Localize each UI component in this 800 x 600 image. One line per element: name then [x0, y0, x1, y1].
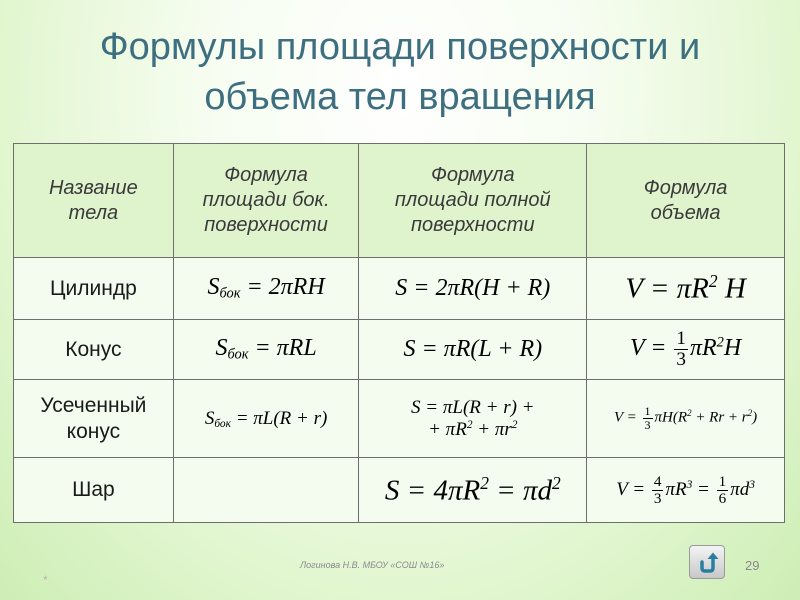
formula-total-sphere: $S = 4\pi R^2 = \pi d^2$	[384, 472, 561, 507]
table-header-row	[14, 144, 785, 258]
cell-lateral-sphere	[173, 458, 359, 523]
cell-name-cone: Конус	[14, 320, 174, 380]
header-body-name: Название тела	[14, 144, 174, 258]
formula-lateral-frustum: $S_{бок} = \pi L(R + r)$	[204, 407, 328, 430]
cell-name-frustum: Усеченный конус	[14, 380, 174, 458]
cell-lateral-cylinder	[173, 258, 359, 320]
cell-total-cylinder	[359, 258, 587, 320]
cell-name-sphere: Шар	[14, 458, 174, 523]
header-total-area: Формула площади полной поверхности	[359, 144, 587, 258]
page-number: 29	[745, 558, 760, 573]
formula-total-cone: S = πR(L + R)	[403, 336, 543, 362]
cell-name-cylinder: Цилиндр	[14, 258, 174, 320]
cell-total-sphere	[359, 458, 587, 523]
formula-lateral-cone: $S_{бок} = \pi RL$	[215, 335, 317, 363]
table-row-sphere	[14, 458, 785, 523]
formula-volume-cone: V = $\frac{1}{3}$ $\pi R^2H$	[629, 327, 742, 370]
title-line-2: объема тел вращения	[204, 76, 596, 118]
cell-volume-frustum	[587, 380, 785, 458]
cell-lateral-cone	[173, 320, 359, 380]
footer-author: Логинова Н.В. МБОУ «СОШ №16»	[300, 560, 445, 570]
formula-total-frustum-line2: + $\pi R^2 + \pi r^2$	[428, 418, 518, 440]
header-lateral-area: Формула площади бок. поверхности	[173, 144, 359, 258]
table-row-frustum	[14, 380, 785, 458]
formula-volume-frustum: V = $\frac{1}{3}$ $\pi H(R^2 + Rr + r^2)$	[614, 404, 758, 432]
formula-total-frustum-line1: S = πL(R + r) +	[411, 396, 535, 418]
formula-volume-cylinder: $V = \pi R^2$ H	[625, 271, 746, 305]
formula-lateral-cylinder: $S_{бок} = 2\pi RH$	[207, 274, 325, 302]
cell-volume-sphere	[587, 458, 785, 523]
slide-title	[0, 22, 800, 122]
table-row-cylinder	[14, 258, 785, 320]
cell-total-frustum	[359, 380, 587, 458]
formulas-table	[13, 143, 785, 523]
cell-lateral-frustum	[173, 380, 359, 458]
back-button[interactable]	[689, 545, 725, 579]
footer-bullet: *	[43, 573, 48, 587]
formula-total-cylinder: S = 2πR(H + R)	[395, 275, 551, 301]
cell-volume-cone	[587, 320, 785, 380]
title-line-1: Формулы площади поверхности и	[99, 26, 701, 68]
cell-total-cone	[359, 320, 587, 380]
header-volume: Формула объема	[587, 144, 785, 258]
formula-volume-sphere: V = $\frac{4}{3}$ $\pi R^3$ = $\frac{1}{6}$ $\pi d^3$	[616, 472, 755, 507]
cell-volume-cylinder	[587, 258, 785, 320]
u-turn-arrow-icon	[695, 550, 719, 574]
table-row-cone	[14, 320, 785, 380]
